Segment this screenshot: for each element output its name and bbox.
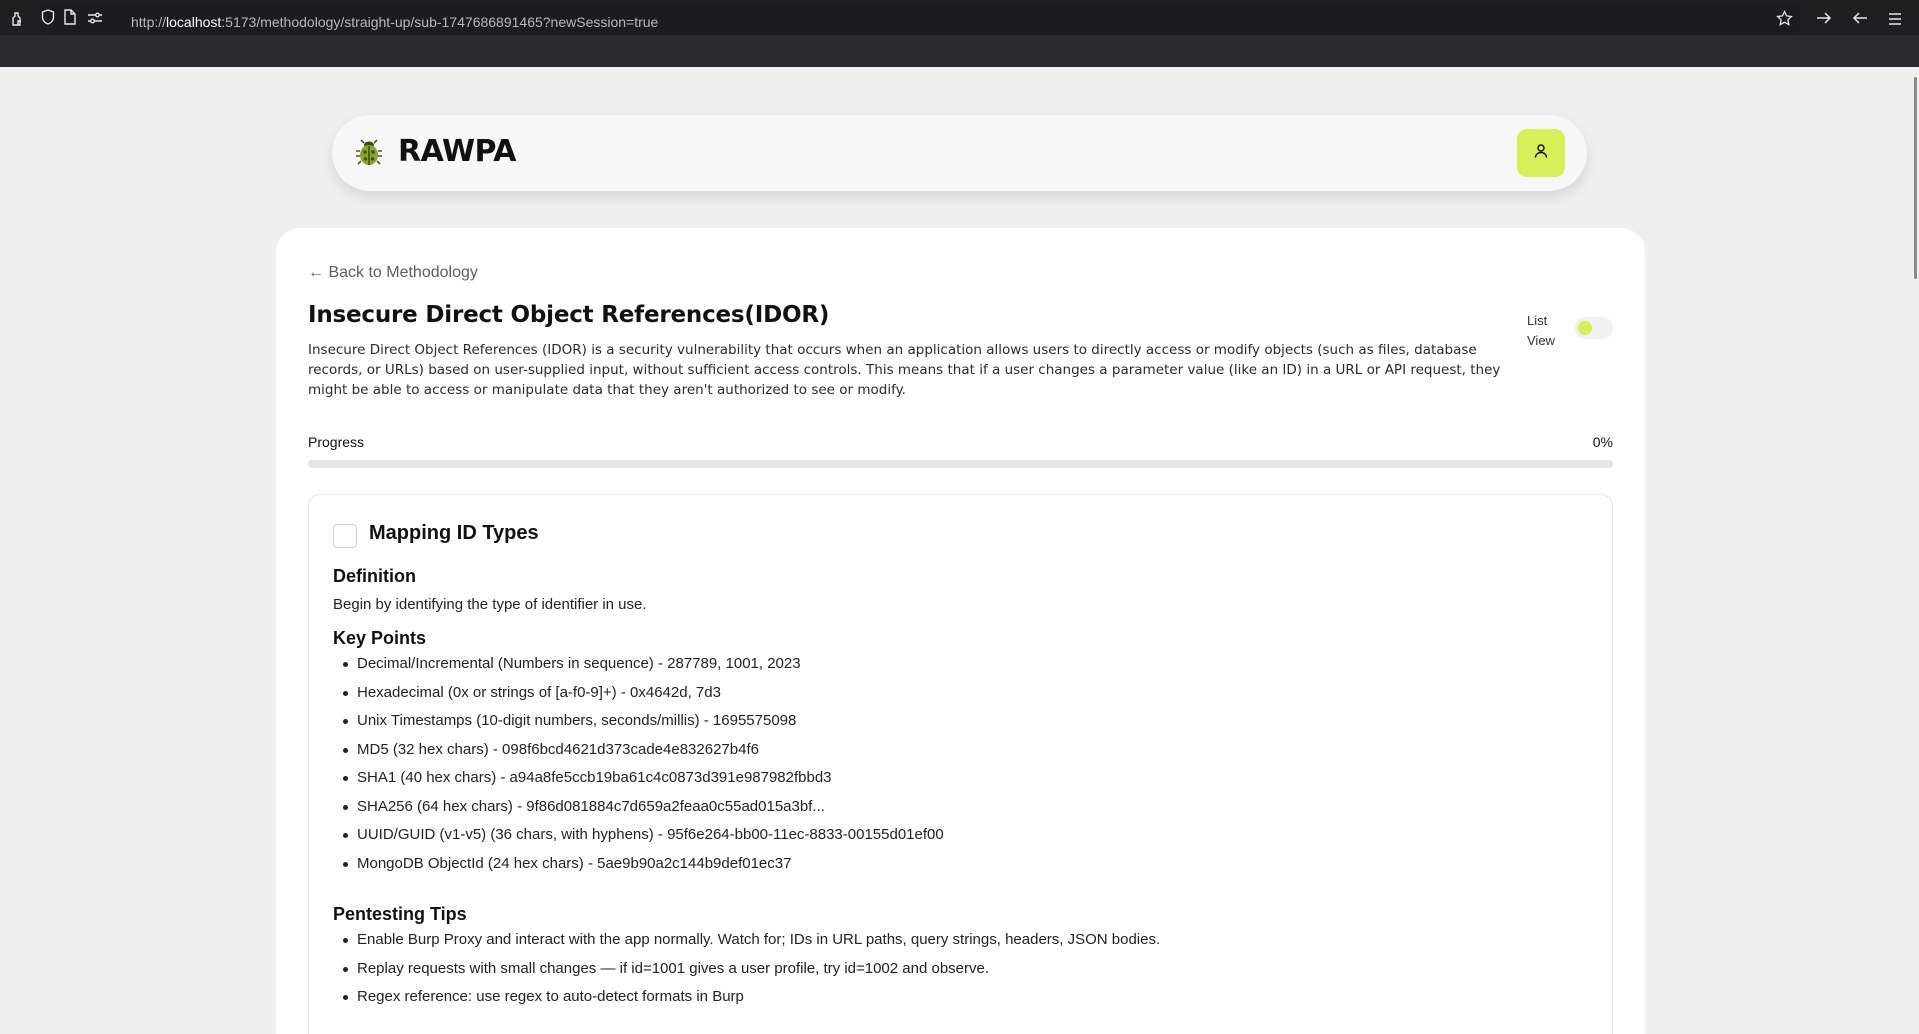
shield-icon[interactable] bbox=[41, 9, 55, 28]
user-icon bbox=[1533, 143, 1549, 163]
list-item-text: SHA256 (64 hex chars) - 9f86d081884c7d659a2feaa0c55ad015a3bf... bbox=[357, 797, 825, 815]
list-item bbox=[333, 650, 944, 679]
list-item bbox=[333, 679, 944, 708]
page-description: Insecure Direct Object References (IDOR) is a security vulnerability that occurs when an application allows users to directly access or modify objects (such as files, database records, or URLs) based on user-supplied input, without sufficient access controls. This means that if a user changes a parameter value (like an ID) in a URL or API request, they might be able to access or manipulate data that they aren't authorized to see or modify. bbox=[308, 342, 1501, 398]
bullet-icon bbox=[343, 748, 348, 753]
menu-icon[interactable] bbox=[1888, 12, 1902, 28]
list-view-toggle[interactable] bbox=[1575, 317, 1613, 339]
scrollbar-thumb[interactable] bbox=[1914, 77, 1917, 279]
list-item-text: UUID/GUID (v1-v5) (36 chars, with hyphens) - 95f6e264-bb00-11ec-8833-00155d01ef00 bbox=[357, 826, 944, 843]
user-account-button[interactable] bbox=[1517, 129, 1565, 177]
page-title: Insecure Direct Object References(IDOR) bbox=[308, 302, 830, 328]
section-card-mapping-id-types bbox=[308, 494, 1613, 1034]
list-item-text: Unix Timestamps (10-digit numbers, seconds/millis) - 1695575098 bbox=[357, 712, 797, 729]
bullet-icon bbox=[343, 662, 348, 667]
list-item-text: MD5 (32 hex chars) - 098f6bcd4621d373cade4e832627b4f6 bbox=[357, 740, 759, 758]
list-item bbox=[333, 736, 944, 765]
list-item bbox=[333, 926, 1160, 955]
app-header bbox=[332, 115, 1587, 191]
bullet-icon bbox=[343, 691, 348, 696]
toggle-knob bbox=[1578, 321, 1592, 335]
list-item bbox=[333, 764, 944, 793]
definition-text: Begin by identifying the type of identifier in use. bbox=[333, 596, 647, 613]
url-prefix: http:// bbox=[131, 14, 167, 30]
bullet-icon bbox=[343, 805, 348, 810]
key-points-list bbox=[333, 650, 944, 878]
url-bar[interactable] bbox=[41, 3, 1800, 35]
back-to-methodology-link[interactable]: ← Back to Methodology bbox=[308, 264, 478, 281]
extensions-icon[interactable] bbox=[10, 11, 26, 30]
pentesting-tips-list bbox=[333, 926, 1160, 1012]
url-host: localhost bbox=[166, 14, 222, 30]
list-item-text: Decimal/Incremental (Numbers in sequence) - 287789, 1001, 2023 bbox=[357, 655, 801, 672]
list-item bbox=[333, 821, 944, 850]
list-view-label: List View bbox=[1527, 313, 1555, 348]
list-item-text: Enable Burp Proxy and interact with the app normally. Watch for; IDs in URL paths, query strings, headers, JSON bodies. bbox=[357, 931, 1161, 948]
bullet-icon bbox=[343, 833, 348, 838]
list-item-text: SHA1 (40 hex chars) - a94a8fe5ccb19ba61c4c0873d391e987982fbbd3 bbox=[357, 769, 832, 786]
list-item bbox=[333, 707, 944, 736]
url-path: :5173/methodology/straight-up/sub-1747686891465?newSession=true bbox=[221, 14, 659, 30]
progress-bar bbox=[308, 460, 1613, 468]
list-item bbox=[333, 983, 1160, 1012]
list-item bbox=[333, 955, 1160, 984]
definition-heading: Definition bbox=[333, 566, 416, 586]
page-icon[interactable] bbox=[63, 9, 77, 28]
bullet-icon bbox=[343, 862, 348, 867]
section-complete-checkbox[interactable] bbox=[333, 524, 357, 548]
key-points-heading: Key Points bbox=[333, 628, 427, 648]
list-item bbox=[333, 793, 944, 822]
back-icon[interactable] bbox=[1852, 11, 1868, 28]
section-title: Mapping ID Types bbox=[369, 522, 539, 544]
progress-label: Progress bbox=[308, 434, 365, 450]
bullet-icon bbox=[343, 938, 348, 943]
browser-toolbar bbox=[0, 0, 1919, 67]
pentesting-tips-heading: Pentesting Tips bbox=[333, 904, 467, 924]
star-icon[interactable] bbox=[1776, 10, 1793, 30]
toolbar-strip bbox=[0, 35, 1919, 67]
bullet-icon bbox=[343, 995, 348, 1000]
logo-text[interactable]: RAWPA bbox=[398, 134, 517, 169]
bullet-icon bbox=[343, 967, 348, 972]
list-item bbox=[333, 850, 944, 879]
permissions-icon[interactable] bbox=[87, 11, 103, 28]
bug-logo-icon bbox=[354, 137, 384, 167]
bullet-icon bbox=[343, 719, 348, 724]
methodology-card bbox=[276, 228, 1645, 1034]
bullet-icon bbox=[343, 776, 348, 781]
list-item-text: Hexadecimal (0x or strings of [a-f0-9]+) - 0x4642d, 7d3 bbox=[357, 683, 721, 701]
list-item-text: MongoDB ObjectId (24 hex chars) - 5ae9b90a2c144b9def01ec37 bbox=[357, 854, 792, 872]
url-text[interactable] bbox=[131, 14, 658, 30]
forward-icon[interactable] bbox=[1816, 11, 1832, 28]
progress-percent: 0% bbox=[1592, 434, 1613, 450]
list-item-text: Replay requests with small changes — if id=1001 gives a user profile, try id=1002 and observe. bbox=[357, 959, 990, 977]
list-item-text: Regex reference: use regex to auto-detect formats in Burp bbox=[357, 988, 744, 1005]
